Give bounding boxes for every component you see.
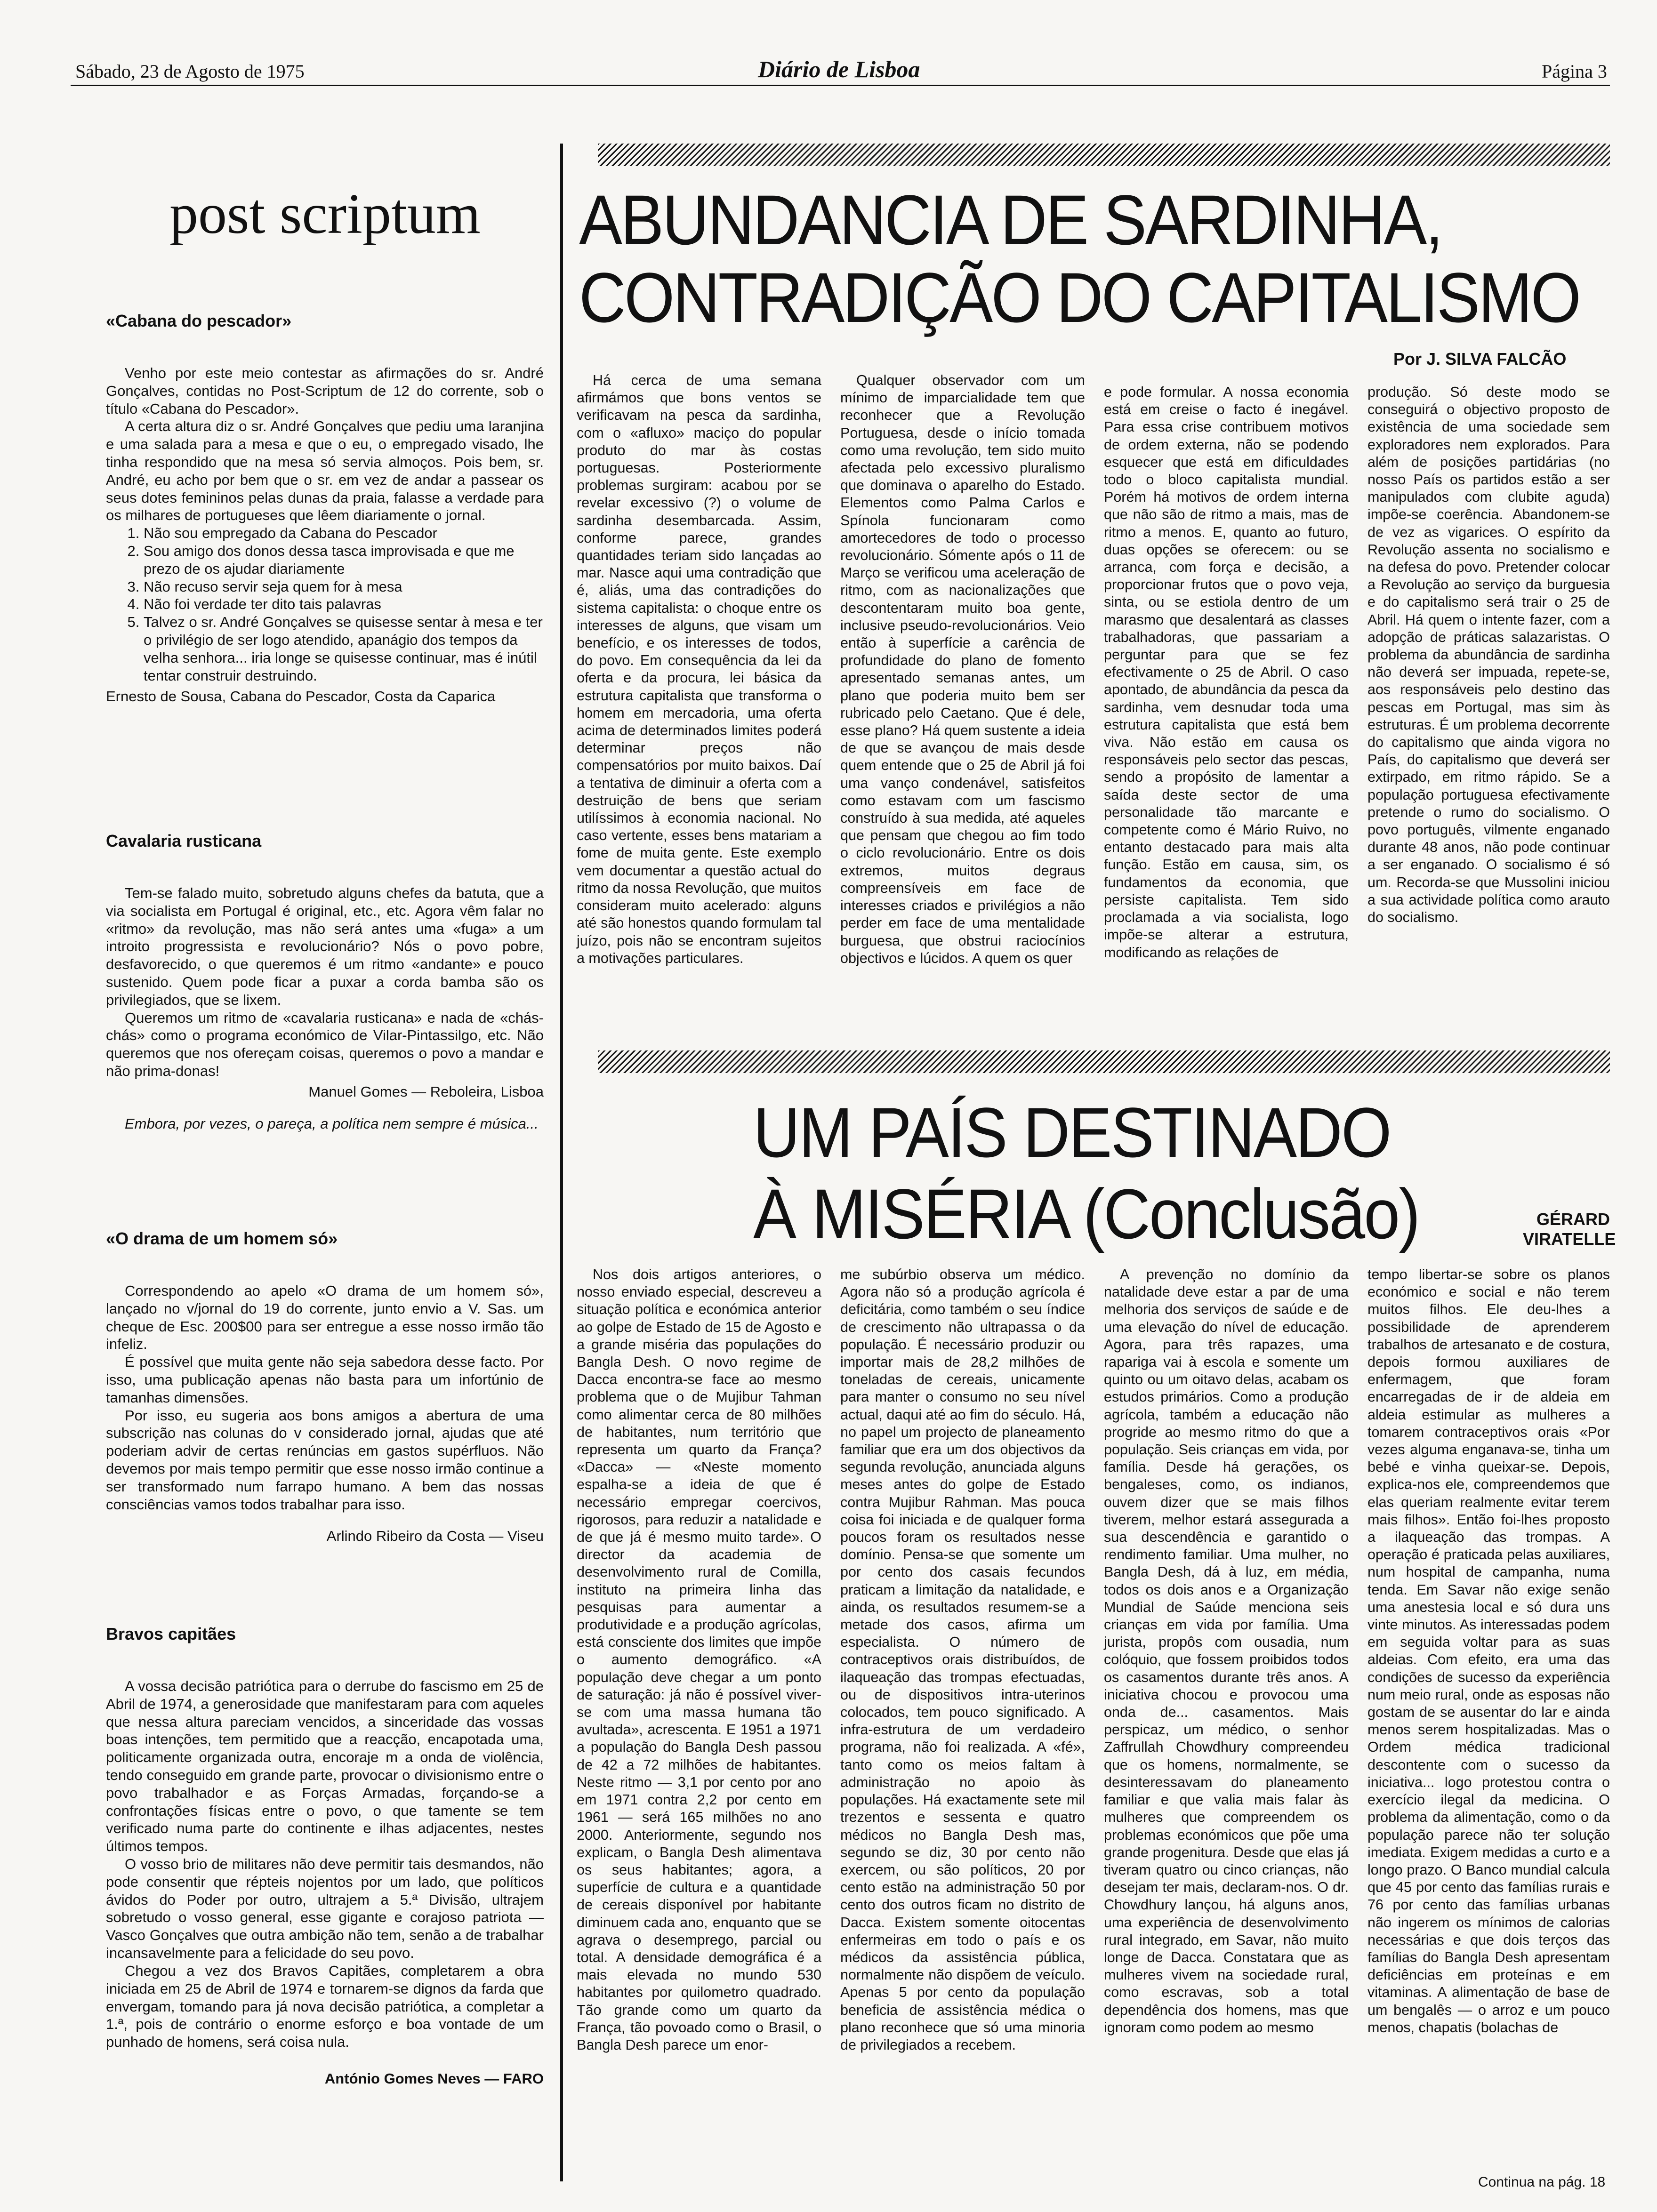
post-scriptum-title: post scriptum xyxy=(169,182,481,246)
letter-cavalaria xyxy=(106,831,544,1132)
article1-paragraph: Há cerca de uma semana afirmámos que bons ventos se verificavam na pesca da sardinha, com o «afluxo» maciço do popular produto do mar às costas portuguesas. Posteriormente problemas surgiram: acabou por se revelar excessivo (?) o volume de sardinha desembarcada. Assim, conforme parece, grandes quantidades teriam sido lançadas ao mar. Nasce aqui uma contradição que é, aliás, uma das contradições do sistema capitalista: o choque entre os interesses de alguns, que visam um benefício, e os interesses de todos, do povo. Em consequência da lei da oferta e da procura, lei básica da estrutura capitalista que transforma o homem em mercadoria, uma oferta acima de determinados limites poderá determinar preços não compensatórios por muito baixos. Daí a tentativa de diminuir a oferta com a destruição de bens que seriam utilíssimos à economia nacional. No caso vertente, esses bens matariam a fome de muita gente. Este exemplo vem documentar a questão actual do ritmo da nossa Revolução, que muitos consideram muito acelerado: alguns até são honestos quando formulam tal juízo, pois não se encontram sujeitos a motivações particulares. xyxy=(577,372,821,966)
letter-signature: António Gomes Neves — FARO xyxy=(324,2070,544,2087)
article1-column-1 xyxy=(577,372,821,967)
masthead: Diário de Lisboa xyxy=(758,56,920,82)
article2-headline-line2: À MISÉRIA (Conclusão) xyxy=(753,1174,1419,1253)
letter-paragraph: O vosso brio de militares não deve permitir tais desmandos, não pode consentir que répteis nojentos por um lado, que políticos ávidos do Poder por outro, ultrajem a 5.ª Divisão, ultrajem sobretudo o vosso general, esse gigante e corajoso patriota — Vasco Gonçalves que outra ambição não tem, senão a de trabalhar incansavelmente para a felicidade do seu povo. xyxy=(106,1856,544,1962)
article1-paragraph: e pode formular. A nossa economia está em creise o facto é inegável. Para essa crise contribuem motivos de ordem externa, não se podendo esquecer que está em dificuldades todo o bloco capitalista mundial. Porém há motivos de ordem interna que não são de ritmo a mais, mas de ritmo a menos. E, quanto ao futuro, duas opções se oferecem: ou se arranca, com força e decisão, a proporcionar frutos que o povo veja, sinta, ou se estiola dentro de um marasmo que desalentará as classes trabalhadoras, que passariam a perguntar para que se fez efectivamente o 25 de Abril. O caso apontado, de abundância da pesca da sardinha, vem desnudar toda uma estrutura capitalista que está bem viva. Não estão em causa os responsáveis pelo sector das pescas, sendo a propósito de lamentar a saída deste sector de uma personalidade tão marcante e competente como é Mário Ruivo, no entanto destacado para mais alta função. Estão em causa, sim, os fundamentos da economia, que persiste capitalista. Tem sido proclamada a via socialista, logo impõe-se alterar a estrutura, modificando as relações de xyxy=(1104,384,1349,961)
header-rule xyxy=(71,85,1610,86)
letter-paragraph: Correspondendo ao apelo «O drama de um homem só», lançado no v/jornal do 19 do corrente, junto envio a V. Sas. um cheque de Esc. 200$00 para ser entregue a esse nosso irmão tão infeliz. xyxy=(106,1282,544,1353)
letter-paragraph: Venho por este meio contestar as afirmações do sr. André Gonçalves, contidas no Post-Scriptum de 12 do corrente, sob o título «Cabana do Pescador». xyxy=(106,364,544,417)
article1-paragraph: Qualquer observador com um mínimo de imparcialidade tem que reconhecer que a Revolução Portuguesa, desde o início tomada como uma revolução, tem sido muito afectada pelo excessivo pluralismo que dominava o aparelho do Estado. Elementos como Palma Carlos e Spínola funcionaram como amortecedores de todo o processo revolucionário. Sómente após o 11 de Março se verificou uma aceleração de ritmo, com as nacionalizações que descontentaram muito boa gente, inclusive pseudo-revolucionários. Veio então à superfície a carência de profundidade do plano de fomento apresentado semanas antes, um plano que poderia muito bem ser rubricado pelo Caetano. Que é dele, esse plano? Há quem sustente a ideia de que se avançou de mais desde quem entende que o 25 de Abril já foi uma vanço condenável, satisfeitos como estavam com um fascismo construído à sua medida, até aqueles que pensam que chegou ao fim todo o ciclo revolucionário. Entre os dois extremos, muitos degraus compreensíveis em face de interesses criados e privilégios a não perder em face de uma mentalidade burguesa, que obstrui raciocínios objectivos e lúcidos. A quem os quer xyxy=(840,372,1085,966)
article1-paragraph: produção. Só deste modo se conseguirá o objectivo proposto de existência de uma sociedade sem exploradores nem explorados. Para além de posições partidárias (no nosso País os partidos estão a ser manipulados com clubite aguda) impõe-se coerência. Abandonem-se de vez as vigarices. O espírito da Revolução assenta no socialismo e na defesa do povo. Pretender colocar a Revolução ao serviço da burguesia e do capitalismo será trair o 25 de Abril. Há quem o intente fazer, com a adopção de práticas salazaristas. O problema da abundância de sardinha não deverá ser impuada, repete-se, aos responsáveis pelo destino das pescas em Portugal, mas sim às estruturas. É um problema decorrente do capitalismo que ainda vigora no País, do capitalismo que deverá ser extirpado, em ritmo rápido. Se a população portuguesa efectivamente pretende o rumo do socialismo. O povo português, vilmente enganado durante 48 anos, não pode continuar a ser enganado. O socialismo é só um. Recorda-se que Mussolini iniciou a sua actividade política como arauto do socialismo. xyxy=(1367,384,1610,926)
article1-byline: Por J. SILVA FALCÃO xyxy=(1393,349,1567,369)
hatch-rule-top xyxy=(598,144,1610,166)
letter-paragraph: É possível que muita gente não seja sabedora desse facto. Por isso, uma publicação apenas não basta para um infortúnio de tamanhas dimensões. xyxy=(106,1354,544,1406)
letter-capitaes xyxy=(106,1624,544,2088)
letter-heading: Bravos capitães xyxy=(106,1624,236,1643)
letter-paragraph: A certa altura diz o sr. André Gonçalves que pediu uma laranjina e uma salada para a mesa e que o eu, o empregado visado, lhe tinha respondido que na mesa só servia almoços. Pois bem, sr. André, eu acho por bem que o sr. em vez de andar a passear os seus dotes femininos pelas dunas da praia, falasse a verdade para os milhares de portugueses que lêem diariamente o jornal. xyxy=(106,418,544,524)
article2-paragraph: Nos dois artigos anteriores, o nosso enviado especial, descreveu a situação política e económica anterior ao golpe de Estado de 15 de Agosto e a grande miséria das populações do Bangla Desh. O novo regime de Dacca encontra-se face ao mesmo problema que o de Mujibur Tahman como alimentar cerca de 80 milhões de habitantes, num território que representa um quarto da França? «Dacca» — «Neste momento espalha-se a ideia de que é necessário empregar coercivos, rigorosos, para reduzir a natalidade e de que já é mesmo muito tarde». O director da academia de desenvolvimento rural de Comilla, instituto na primeira linha das pesquisas para aumentar a produtividade e a produção agrícolas, está consciente dos limites que impõe o aumento demográfico. «A população deve chegar a um ponto de saturação: já não é possível viver-se com uma massa humana tão avultada», acrescenta. E 1951 a 1971 a população do Bangla Desh passou de 42 a 72 milhões de habitantes. Neste ritmo — 3,1 por cento por ano em 1971 contra 2,2 por cento em 1961 — será 165 milhões no ano 2000. Anteriormente, segundo nos explicam, o Bangla Desh alimentava os seus habitantes; agora, a superfície de cultura e a quantidade de cereais disponível por habitante diminuem cada ano, enquanto que se agrava o desemprego, parcial ou total. A densidade demográfica é a mais elevada no mundo 530 habitantes por quilometro quadrado. Tão grande como um quarto da França, tão povoado como o Brasil, o Bangla Desh parece um enor- xyxy=(577,1266,821,2053)
letter-list-item: 1. Não sou empregado da Cabana do Pescador xyxy=(144,524,544,542)
letter-paragraph: Queremos um ritmo de «cavalaria rusticana» e nada de «chás-chás» como o programa económico de Vilar-Pintassilgo, etc. Não queremos que nos ofereçam coisas, queremos o povo a mandar e não prima-donas! xyxy=(106,1009,544,1080)
letter-list-item: 3. Não recuso servir seja quem for à mesa xyxy=(144,578,544,596)
issue-date: Sábado, 23 de Agosto de 1975 xyxy=(75,61,305,82)
letter-paragraph: Chegou a vez dos Bravos Capitães, completarem a obra iniciada em 25 de Abril de 1974 e tornarem-se dignos da farda que envergam, tomando para já nova decisão patriótica, a completar a 1.ª, pois de contrário o enorme esforço e boa vontade de um punhado de homens, será coisa nula. xyxy=(106,1962,544,2051)
letter-paragraph: Por isso, eu sugeria aos bons amigos a abertura de uma subscrição nas colunas do v considerado jornal, ajudas que até poderiam advir de certas renúncias em gastos supérfluos. Não devemos por mais tempo permitir que esse nosso irmão continue a ser transformado num farrapo humano. A bem das nossas consciências vamos todos trabalhar para isso. xyxy=(106,1407,544,1513)
letter-drama xyxy=(106,1228,544,1545)
letter-heading: Cavalaria rusticana xyxy=(106,831,262,850)
letter-paragraph: A vossa decisão patriótica para o derrube do fascismo em 25 de Abril de 1974, a generosidade que manifestaram para com aqueles que nessa altura pareciam vencidos, a sinceridade das vossas boas intenções, tem permitido que a reacção, encapotada uma, politicamente organizada outra, encoraje m a onda de violência, tendo conseguido em grande parte, provocar o divisionismo entre o povo trabalhador e as Forças Armadas, forçando-se a confrontações físicas entre o povo, o que tamente se tem verificado numa parte do continente e ilhas adjacentes, nestes últimos tempos. xyxy=(106,1677,544,1855)
letter-list-item: 2. Sou amigo dos donos dessa tasca improvisada e que me prezo de os ajudar diariamente xyxy=(144,542,544,578)
editor-note: Embora, por vezes, o pareça, a política nem sempre é música... xyxy=(125,1115,539,1132)
article2-byline-line1: GÉRARD xyxy=(1536,1210,1610,1229)
article1-headline-line2: CONTRADIÇÃO DO CAPITALISMO xyxy=(579,258,1580,337)
article1-column-3 xyxy=(1104,384,1349,962)
hatch-rule-middle xyxy=(598,1050,1610,1073)
article1-headline-line1: ABUNDANCIA DE SARDINHA, xyxy=(579,180,1442,259)
article1-headline xyxy=(579,180,1580,337)
article1-column-2 xyxy=(840,372,1085,967)
letter-signature: Ernesto de Sousa, Cabana do Pescador, Costa da Caparica xyxy=(106,688,496,705)
letter-paragraph: Tem-se falado muito, sobretudo alguns chefes da batuta, que a via socialista em Portugal é original, etc., etc. Agora vêm falar no «ritmo» da revolução, mas não será antes uma «fuga» a um introito progressista e revolucionário? Nós o povo pobre, desfavorecido, o que queremos é um ritmo «andante» e pouco sustenido. Quem pode ficar a puxar a corda bamba são os privilegiados, que se lixem. xyxy=(106,884,544,1008)
article2-column-2 xyxy=(840,1266,1085,2054)
letter-list-item: 4. Não foi verdade ter dito tais palavras xyxy=(144,595,544,613)
article2-column-1 xyxy=(577,1266,821,2054)
article2-headline-line1: UM PAÍS DESTINADO xyxy=(753,1093,1391,1172)
letter-signature: Manuel Gomes — Reboleira, Lisboa xyxy=(308,1083,544,1100)
letter-heading: «O drama de um homem só» xyxy=(106,1229,338,1248)
article2-paragraph: tempo libertar-se sobre os planos económico e social e não terem muitos filhos. Ele deu-lhes a possibilidade de aprenderem trabalhos de artesanato e de costura, depois formou auxiliares de enfermagem, que foram encarregadas de ir de aldeia em aldeia estimular as mulheres a tomarem contraceptivos orais «Por vezes alguma enganava-se, tinha um bebé e vinha queixar-se. Depois, explica-nos ele, compreendemos que elas queriam realmente evitar terem mais filhos». Então foi-lhes proposto a ilaqueação das trompas. A operação é praticada pelas auxiliares, num hospital de campanha, numa tenda. Em Savar não exige senão uma anestesia local e só dura uns vinte minutos. As interessadas podem em seguida voltar para as suas aldeias. Com efeito, era uma das condições de sucesso da experiência num meio rural, onde as esposas não gostam de se ausentar do lar e ainda menos serem hospitalizadas. Mas o Ordem médica tradicional descontente com o sucesso da iniciativa... logo protestou contra o exercício ilegal da medicina. O problema da alimentação, como o da população parece não ter solução imediata. Exigem medidas a curto e a longo prazo. O Banco mundial calcula que 45 por cento das famílias rurais e 76 por cento das famílias urbanas não ingerem os mínimos de calorias necessárias e que dois terços das famílias do Bangla Desh apresentam deficiências em proteínas e em vitaminas. A alimentação de base de um bengalês — o arroz e um pouco menos, chapatis (bolachas de xyxy=(1367,1266,1610,2036)
article2-byline xyxy=(1523,1210,1616,1249)
column-rule xyxy=(560,144,563,2181)
letter-list-item: 5. Talvez o sr. André Gonçalves se quisesse sentar à mesa e ter o privilégio de ser logo atendido, apanágio dos tempos da velha senhora... iria longe se quisesse continuar, mas é inútil tentar construir destruindo. xyxy=(144,613,544,684)
letter-cabana xyxy=(106,311,544,705)
article2-headline xyxy=(753,1092,1419,1254)
article1-column-4 xyxy=(1367,384,1610,926)
page-number: Página 3 xyxy=(1542,61,1607,82)
article2-byline-line2: VIRATELLE xyxy=(1523,1229,1616,1249)
letter-heading: «Cabana do pescador» xyxy=(106,311,292,330)
article2-paragraph: A prevenção no domínio da natalidade deve estar a par de uma melhoria dos serviços de saúde e de uma elevação do nível de educação. Agora, para três rapazes, uma rapariga vai à escola e somente um quinto ou um oitavo delas, acabam os estudos primários. Como a produção agrícola, também a educação não progride ao mesmo ritmo do que a população. Seis crianças em vida, por família. Desde há gerações, os bengaleses, como, os indianos, ouvem dizer que se mais filhos tiverem, melhor estará assegurada a sua descendência e garantido o rendimento familiar. Uma mulher, no Bangla Desh, dá à luz, em média, todos os dois anos e a Organização Mundial de Saúde menciona seis crianças em vida por família. Uma jurista, propôs com ousadia, num colóquio, que fossem proibidos todos os casamentos durante três anos. A iniciativa chocou e provocou uma onda de... casamentos. Mais perspicaz, um médico, o senhor Zaffrullah Chowdhury compreendeu que os homens, normalmente, se desinteressavam do planeamento familiar e que valia mais falar às mulheres que compreendem os problemas económicos que põe uma grande progenitura. Desde que elas já tiveram quatro ou cinco crianças, não desejam ter mais, declaram-nos. O dr. Chowdhury lançou, há alguns anos, uma experiência de desenvolvimento rural integrado, em Savar, não muito longe de Dacca. Constatara que as mulheres vivem na sociedade rural, como escravas, sob a total dependência dos homens, mas que ignoram como podem ao mesmo xyxy=(1104,1266,1349,2036)
continued-note: Continua na pág. 18 xyxy=(1478,2174,1606,2190)
article2-paragraph: me subúrbio observa um médico. Agora não só a produção agrícola é deficitária, como também o seu índice de crescimento não ultrapassa o da população. É necessário produzir ou importar mais de 28,2 milhões de toneladas de cereais, unicamente para manter o consumo no seu nível actual, daqui até ao fim do século. Há, no papel um projecto de planeamento familiar que era um dos objectivos da segunda revolução, anunciada alguns meses antes do golpe de Estado contra Mujibur Rahman. Mas pouca coisa foi iniciada e de qualquer forma poucos foram os resultados nesse domínio. Pensa-se que somente um por cento dos casais fecundos praticam a limitação da natalidade, e ainda, os resultados resumem-se a metade dos casos, afirma um especialista. O número de contraceptivos orais distribuídos, de ilaqueação das trompas efectuadas, ou de dispositivos intra-uterinos colocados, tem pouco significado. A infra-estrutura de um verdadeiro programa, não foi realizada. A «fé», tanto como os meios faltam à administração no apoio às populações. Há exactamente sete mil trezentos e sessenta e quatro médicos no Bangla Desh mas, segundo se diz, 30 por cento não exercem, ou são políticos, 20 por cento estão na administração 50 por cento dos outros ficam no distrito de Dacca. Existem somente oitocentas enfermeiras em todo o país e os médicos da assistência pública, normalmente não dispõem de veículo. Apenas 5 por cento da população beneficia de assistência médica o plano reconhece que só uma minoria de privilegiados a recebem. xyxy=(840,1266,1085,2053)
article2-column-4 xyxy=(1367,1266,1610,2036)
letter-signature: Arlindo Ribeiro da Costa — Viseu xyxy=(326,1528,544,1545)
article2-column-3 xyxy=(1104,1266,1349,2036)
